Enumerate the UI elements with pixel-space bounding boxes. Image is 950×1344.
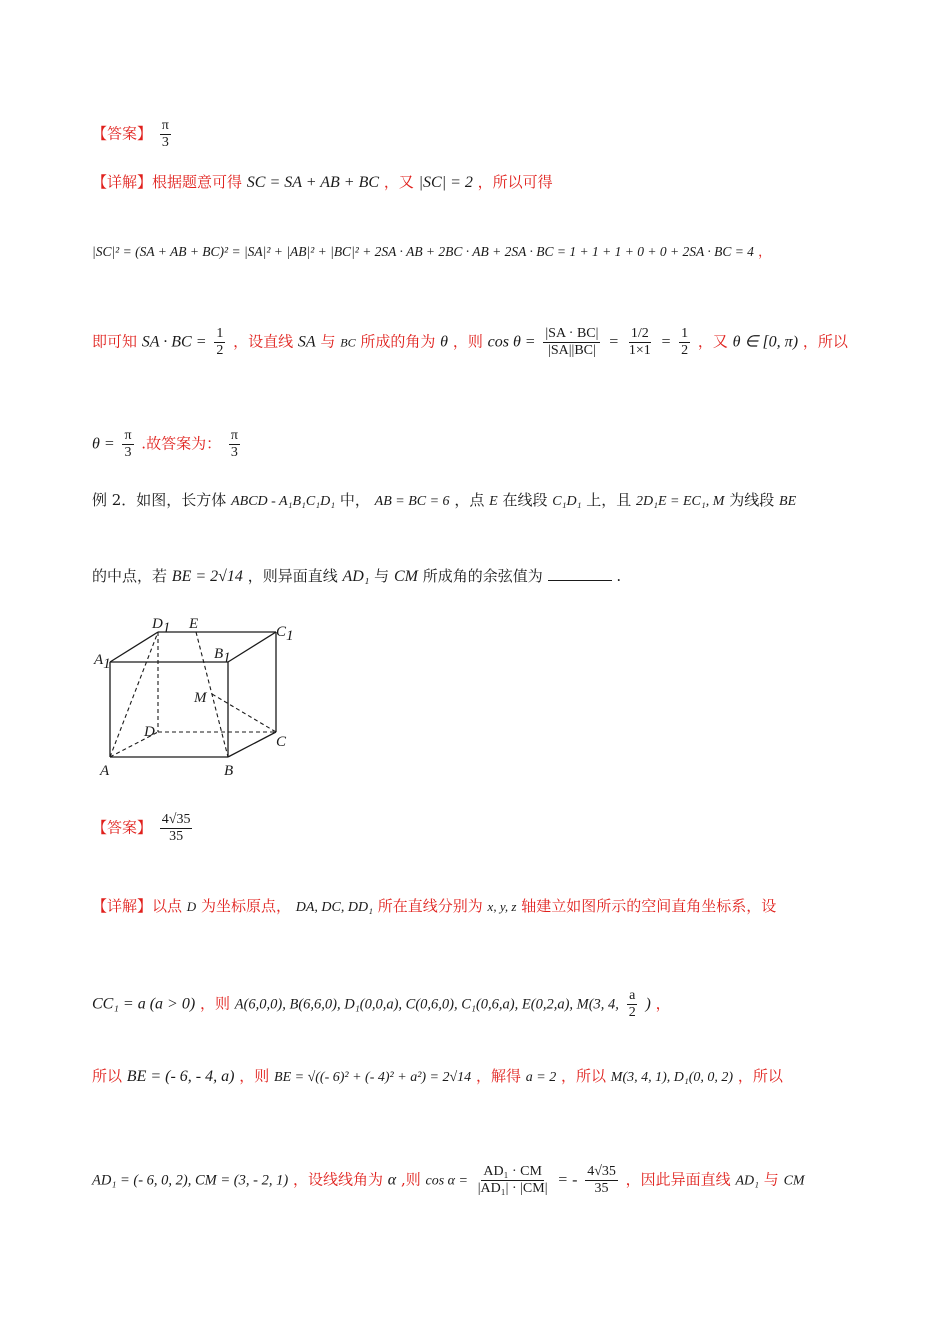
theta-answer-line: θ = $\frac{\pi}{3}$ .故答案为： $\frac{\pi}{3}$: [92, 428, 238, 460]
expansion-expr: |SC|² = (SA + AB + BC)² = |SA|² + |AB|² + |BC|² + 2SA · AB + 2BC · AB + 2SA · BC = 1 + 1 + 1 + 0 + 0 + 2SA · BC = 4: [92, 244, 754, 259]
detail-1-line: 【详解】根据题意可得 SC = SA + AB + BC ，又 |SC| = 2 ，所以可得: [92, 173, 553, 191]
label-c1: C1: [276, 624, 294, 644]
label-a1: A1: [94, 652, 111, 672]
angle-line: 即可知 SA · BC = $\frac{1}{2}$ ，设直线 SA 与 BC 所成的角为 θ ，则 cos θ = $\frac{|SA \cdot BC|}{|SA||BC|}$ = $\frac{1/2}{1\times 1}$ = $\frac{1}{2}$ ，又 θ ∈ [0, π) ，所以: [92, 326, 848, 358]
answer-2-line: [92, 812, 858, 845]
answer-blank: [548, 566, 612, 581]
edge-b-c: [228, 732, 276, 757]
example-2-line-2: 的中点，若 BE = 2√14 ，则异面直线 AD₁ 与 CM 所成角的余弦值为 .: [92, 567, 622, 585]
answer-1-line: [92, 118, 858, 151]
edge-b1-c1: [228, 632, 276, 662]
edge-a1-d1: [110, 632, 158, 662]
label-a: A: [100, 763, 110, 779]
detail-label: 【详解】根据题意可得: [92, 173, 243, 191]
label-b: B: [224, 763, 234, 779]
answer-1-fraction: $\frac{\pi}{3}$: [161, 118, 169, 150]
label-e: E: [189, 616, 199, 632]
norm-expr: |SC| = 2: [418, 174, 473, 191]
be-line: 所以 BE = (- 6, - 4, a) ，则 BE = √((- 6)² + (- 4)² + a²) = 2√14 ，解得 a = 2 ，所以 M(3, 4, 1), D₁(0, 0, 2) ，所以: [92, 1067, 783, 1085]
segment-m-c: [212, 694, 276, 732]
coordinates-line: CC₁ = a (a > 0) ，则 A(6,0,0), B(6,6,0), D₁(0,0,a), C(0,6,0), C₁(0,6,a), E(0,2,a), M(3, 4, $\frac{a}{2}$ ) ，: [92, 988, 671, 1020]
example-2-line-1: 例 2．如图，长方体 ABCD - A₁B₁C₁D₁ 中， AB = BC = 6 ，点 E 在线段 C₁D₁ 上，且 2D₁E = EC₁, M 为线段 BE: [92, 491, 797, 509]
expansion-line: |SC|² = (SA + AB + BC)² = |SA|² + |AB|² + |BC|² + 2SA · AB + 2BC · AB + 2SA · BC = 1 + 1 + 1 + 0 + 0 + 2SA · BC = 4 ，: [92, 244, 772, 260]
cuboid-figure: [88, 612, 308, 784]
answer-2-label: 【答案】: [92, 818, 153, 837]
final-line: AD₁ = (- 6, 0, 2), CM = (3, - 2, 1) ，设线线角为 α ,则 cos α = $\frac{\text{AD₁ · CM}}{\text{|AD₁| · |CM|}}$ = - $\frac{4√35}{35}$ ，因此异面直线 AD₁ 与 CM: [92, 1164, 805, 1196]
vector-sum-expr: SC = SA + AB + BC: [246, 174, 380, 191]
label-c: C: [276, 734, 287, 750]
label-b1: B1: [214, 646, 231, 666]
label-d: D: [144, 724, 155, 740]
label-d1: D1: [152, 616, 171, 636]
detail-2-line: 【详解】以点 D 为坐标原点， DA, DC, DD₁ 所在直线分别为 x, y, z 轴建立如图所示的空间直角坐标系，设: [92, 897, 777, 915]
label-m: M: [194, 690, 207, 706]
example-2-title: 例 2．如图，长方体: [92, 491, 227, 509]
answer-label: 【答案】: [92, 124, 153, 143]
answer-2-fraction: $\frac{4√35}{35}$: [161, 812, 191, 844]
